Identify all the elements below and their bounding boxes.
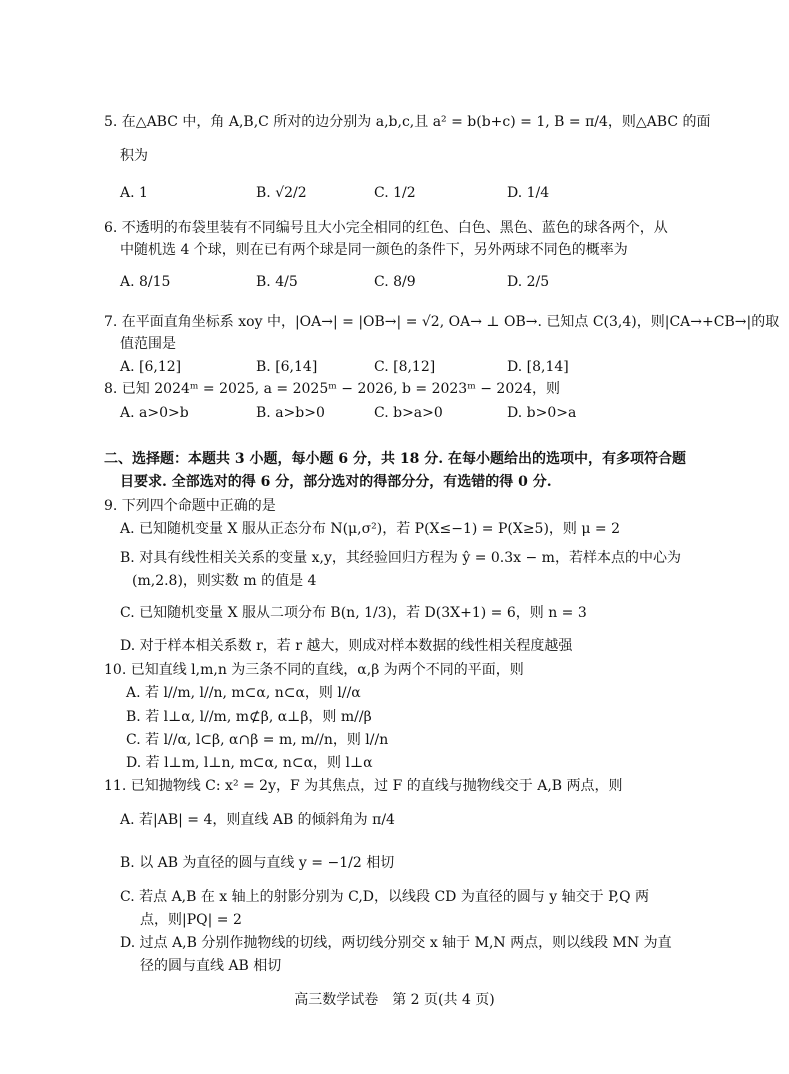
q10-option-b: B. 若 l⊥α, l//m, m⊄β, α⊥β，则 m//β — [126, 709, 372, 725]
q5-stem-line1: 5. 在△ABC 中，角 A,B,C 所对的边分别为 a,b,c,且 a² = b(b+c) = 1, B = π/4，则△ABC 的面 — [104, 114, 711, 130]
q11-option-c-line2: 点，则|PQ| = 2 — [140, 912, 242, 928]
q5-option-a: A. 1 — [120, 185, 148, 201]
q9-option-a: A. 已知随机变量 X 服从正态分布 N(μ,σ²)，若 P(X≤−1) = P(X≥5)，则 μ = 2 — [120, 521, 621, 537]
q9-stem: 9. 下列四个命题中正确的是 — [104, 498, 276, 514]
q11-option-d-line1: D. 过点 A,B 分别作抛物线的切线，两切线分别交 x 轴于 M,N 两点，则以线段 MN 为直 — [120, 935, 672, 951]
q10-option-d: D. 若 l⊥m, l⊥n, m⊂α, n⊂α，则 l⊥α — [126, 755, 373, 771]
q7-option-a: A. [6,12] — [120, 359, 182, 375]
q5-option-c: C. 1/2 — [374, 185, 416, 201]
q8-option-d: D. b>0>a — [507, 405, 577, 421]
q10-stem: 10. 已知直线 l,m,n 为三条不同的直线，α,β 为两个不同的平面，则 — [104, 662, 524, 678]
q9-option-b-line1: B. 对具有线性相关关系的变量 x,y，其经验回归方程为 ŷ = 0.3x − m，若样本点的中心为 — [120, 550, 681, 566]
q8-option-a: A. a>0>b — [120, 405, 189, 421]
q6-stem-line2: 中随机选 4 个球，则在已有两个球是同一颜色的条件下，另外两球不同色的概率为 — [120, 242, 628, 258]
q7-option-d: D. [8,14] — [507, 359, 569, 375]
q9-option-c: C. 已知随机变量 X 服从二项分布 B(n, 1/3)，若 D(3X+1) = 6，则 n = 3 — [120, 605, 587, 621]
q6-option-b: B. 4/5 — [256, 274, 298, 290]
q5-option-b: B. √2/2 — [256, 185, 307, 201]
q9-option-b-line2: (m,2.8)，则实数 m 的值是 4 — [132, 573, 317, 589]
q10-option-a: A. 若 l//m, l//n, m⊂α, n⊂α，则 l//α — [126, 685, 361, 701]
section2-heading-line2: 目要求. 全部选对的得 6 分，部分选对的得部分分，有选错的得 0 分. — [120, 474, 552, 490]
q9-option-d: D. 对于样本相关系数 r，若 r 越大，则成对样本数据的线性相关程度越强 — [120, 638, 573, 654]
q6-option-a: A. 8/15 — [120, 274, 171, 290]
q11-option-a: A. 若|AB| = 4，则直线 AB 的倾斜角为 π/4 — [120, 812, 395, 828]
q5-option-d: D. 1/4 — [507, 185, 550, 201]
q8-option-b: B. a>b>0 — [256, 405, 325, 421]
q7-option-c: C. [8,12] — [374, 359, 436, 375]
q8-option-c: C. b>a>0 — [374, 405, 443, 421]
q7-stem-line1: 7. 在平面直角坐标系 xoy 中，|OA→| = |OB→| = √2, OA→ ⊥ OB→. 已知点 C(3,4)，则|CA→+CB→|的取 — [104, 314, 780, 330]
q5-stem-line2: 积为 — [120, 148, 148, 164]
q6-stem-line1: 6. 不透明的布袋里装有不同编号且大小完全相同的红色、白色、黑色、蓝色的球各两个，从 — [104, 220, 668, 236]
page-footer: 高三数学试卷 第 2 页(共 4 页) — [294, 992, 495, 1008]
q6-option-d: D. 2/5 — [507, 274, 550, 290]
q11-option-c-line1: C. 若点 A,B 在 x 轴上的射影分别为 C,D，以线段 CD 为直径的圆与 y 轴交于 P,Q 两 — [120, 889, 650, 905]
q6-option-c: C. 8/9 — [374, 274, 416, 290]
q7-stem-line2: 值范围是 — [120, 336, 176, 352]
q7-option-b: B. [6,14] — [256, 359, 318, 375]
q11-option-b: B. 以 AB 为直径的圆与直线 y = −1/2 相切 — [120, 855, 395, 871]
q11-stem: 11. 已知抛物线 C: x² = 2y，F 为其焦点，过 F 的直线与抛物线交于 A,B 两点，则 — [104, 778, 623, 794]
q8-stem: 8. 已知 2024ᵐ = 2025, a = 2025ᵐ − 2026, b = 2023ᵐ − 2024，则 — [104, 381, 561, 397]
q10-option-c: C. 若 l//α, l⊂β, α∩β = m, m//n，则 l//n — [126, 732, 389, 748]
section2-heading-line1: 二、选择题：本题共 3 小题，每小题 6 分，共 18 分. 在每小题给出的选项中，有多项符合题 — [104, 451, 686, 467]
q11-option-d-line2: 径的圆与直线 AB 相切 — [140, 958, 282, 974]
